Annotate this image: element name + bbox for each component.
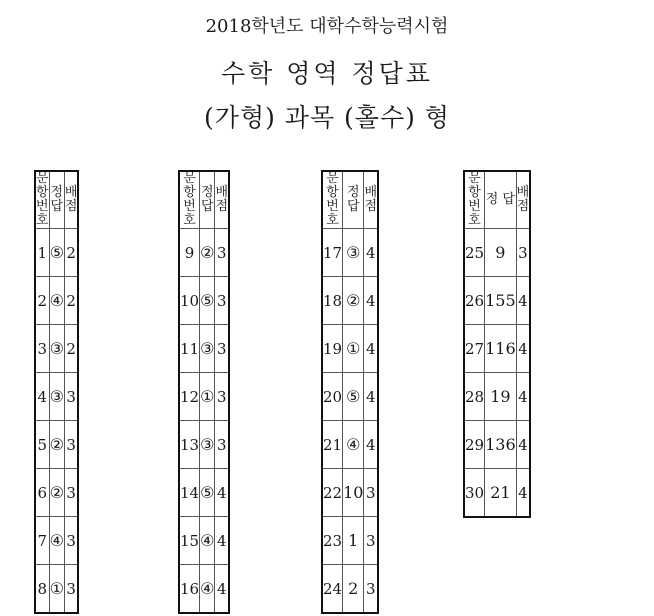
score-cell: 4 [516,469,529,517]
score-cell: 3 [64,373,77,421]
header-score: 배 점 [215,172,228,229]
question-number: 11 [180,325,200,373]
question-number: 8 [36,565,49,613]
score-cell: 4 [516,421,529,469]
exam-year-title: 2018학년도 대학수학능력시험 [205,16,449,37]
question-number: 12 [180,373,200,421]
answer-cell: ② [200,229,215,277]
header-label: 문항 [36,171,49,200]
table-row [323,229,377,277]
header-row [180,172,228,229]
score-cell: 4 [516,373,529,421]
answer-cell: ① [343,325,364,373]
question-number: 14 [180,469,200,517]
table-row [323,373,377,421]
question-number: 5 [36,421,49,469]
table-row [180,469,228,517]
question-number: 13 [180,421,200,469]
score-cell: 3 [215,421,228,469]
score-cell: 3 [215,325,228,373]
score-cell: 4 [364,421,377,469]
score-cell: 2 [64,325,77,373]
header-row [323,172,377,229]
header-label: 번호 [468,199,481,228]
answer-group-2 [178,170,230,614]
answer-cell: 2 [343,565,364,613]
table-row [36,277,77,325]
question-number: 4 [36,373,49,421]
table-row [36,229,77,277]
answer-group-3 [321,170,379,614]
score-cell: 4 [364,277,377,325]
header-score: 배 점 [64,172,77,229]
score-cell: 4 [516,277,529,325]
score-cell: 3 [364,565,377,613]
header-row [36,172,77,229]
answer-cell: 10 [343,469,364,517]
table-row [36,373,77,421]
header-question-number [323,172,343,229]
table-row [323,469,377,517]
question-number: 6 [36,469,49,517]
answer-group-4 [463,170,531,518]
header-answer: 정 답 [200,172,215,229]
answer-cell: ③ [343,229,364,277]
header-label: 문항 [183,171,196,200]
table-row [180,421,228,469]
score-cell: 3 [215,229,228,277]
answer-cell: 136 [485,421,517,469]
table-row [36,421,77,469]
table-row [180,325,228,373]
header-question-number [180,172,200,229]
answer-cell: ④ [200,517,215,565]
answer-cell: ③ [49,373,64,421]
answer-cell: ⑤ [200,277,215,325]
header-label: 번호 [326,199,339,228]
answer-cell: ③ [49,325,64,373]
answer-group-1 [34,170,79,614]
question-number: 10 [180,277,200,325]
table-row [465,325,529,373]
answer-group-table [36,172,77,612]
document-title: 수학 영역 정답표 [221,59,433,88]
score-cell: 2 [64,229,77,277]
header-question-number [465,172,485,229]
question-number: 2 [36,277,49,325]
question-number: 24 [323,565,343,613]
table-row [465,421,529,469]
answer-cell: ① [49,565,64,613]
question-number: 22 [323,469,343,517]
score-cell: 4 [364,325,377,373]
table-row [36,325,77,373]
score-cell: 3 [516,229,529,277]
table-row [36,469,77,517]
score-cell: 4 [215,517,228,565]
answer-cell: ② [49,421,64,469]
question-number: 28 [465,373,485,421]
question-number: 7 [36,517,49,565]
answer-cell: 21 [485,469,517,517]
question-number: 19 [323,325,343,373]
score-cell: 3 [215,277,228,325]
answer-cell: 155 [485,277,517,325]
score-cell: 3 [64,517,77,565]
question-number: 18 [323,277,343,325]
score-cell: 3 [64,421,77,469]
header-score: 배 점 [516,172,529,229]
table-row [36,517,77,565]
answer-cell: 19 [485,373,517,421]
question-number: 25 [465,229,485,277]
answer-cell: ④ [49,277,64,325]
answer-cell: ③ [200,421,215,469]
score-cell: 4 [215,469,228,517]
exam-type-subtitle: (가형) 과목 (홀수) 형 [204,103,450,132]
header-answer: 정 답 [343,172,364,229]
header-label: 문항 [326,171,339,200]
table-row [465,229,529,277]
answer-cell: 9 [485,229,517,277]
question-number: 21 [323,421,343,469]
header-score: 배 점 [364,172,377,229]
answer-cell: ④ [49,517,64,565]
answer-cell: ② [49,469,64,517]
score-cell: 3 [364,469,377,517]
question-number: 16 [180,565,200,613]
question-number: 26 [465,277,485,325]
answer-cell: ④ [343,421,364,469]
header-label: 번호 [183,199,196,228]
header-answer: 정 답 [49,172,64,229]
table-row [180,565,228,613]
answer-cell: ④ [200,565,215,613]
table-row [465,469,529,517]
question-number: 29 [465,421,485,469]
table-row [323,421,377,469]
table-row [465,277,529,325]
question-number: 15 [180,517,200,565]
table-row [180,277,228,325]
table-row [180,517,228,565]
table-row [323,565,377,613]
score-cell: 4 [364,373,377,421]
answer-cell: ⑤ [49,229,64,277]
table-row [180,229,228,277]
answer-cell: ② [343,277,364,325]
header-question-number [36,172,49,229]
table-row [323,277,377,325]
answer-cell: ⑤ [343,373,364,421]
answer-cell: 1 [343,517,364,565]
header-label: 번호 [36,199,49,228]
table-row [36,565,77,613]
question-number: 17 [323,229,343,277]
question-number: 30 [465,469,485,517]
answer-group-table [323,172,377,612]
answer-group-table [465,172,529,516]
table-row [465,373,529,421]
table-row [323,325,377,373]
question-number: 1 [36,229,49,277]
score-cell: 3 [215,373,228,421]
answer-cell: 116 [485,325,517,373]
score-cell: 4 [364,229,377,277]
question-number: 23 [323,517,343,565]
header-label: 문항 [468,171,481,200]
answer-cell: ③ [200,325,215,373]
score-cell: 4 [215,565,228,613]
question-number: 20 [323,373,343,421]
score-cell: 3 [364,517,377,565]
table-row [323,517,377,565]
score-cell: 2 [64,277,77,325]
question-number: 3 [36,325,49,373]
question-number: 9 [180,229,200,277]
answer-cell: ① [200,373,215,421]
answer-cell: ⑤ [200,469,215,517]
header-row [465,172,529,229]
score-cell: 3 [64,469,77,517]
table-row [180,373,228,421]
score-cell: 3 [64,565,77,613]
answer-group-table [180,172,228,612]
question-number: 27 [465,325,485,373]
score-cell: 4 [516,325,529,373]
header-answer: 정 답 [485,172,517,229]
